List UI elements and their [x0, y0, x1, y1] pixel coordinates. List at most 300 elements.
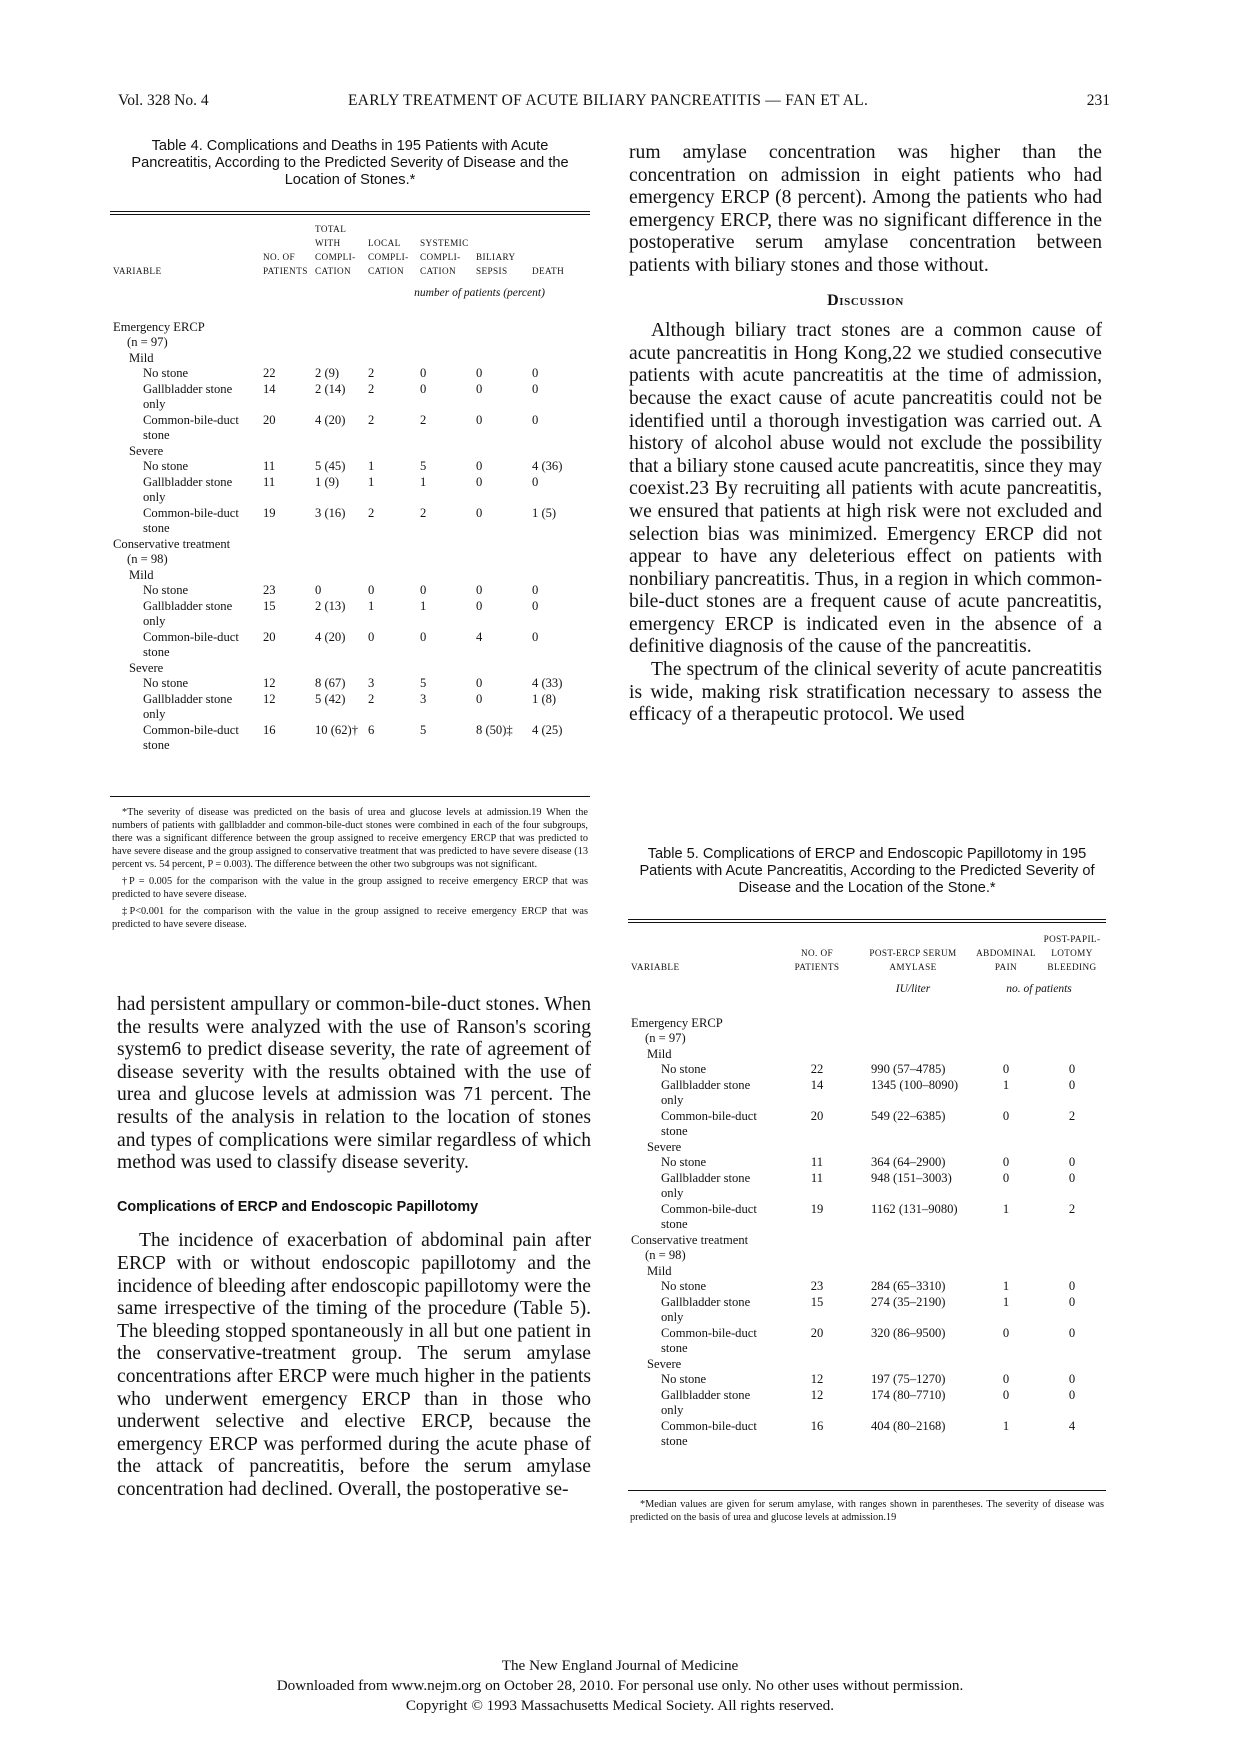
table4-cell: 0 [532, 474, 539, 489]
table5-cell: 0 [1068, 1062, 1076, 1076]
table5-cell [973, 1233, 1039, 1249]
table5-row-label: Conservative treatment [631, 1232, 749, 1247]
download-notice: Downloaded from www.nejm.org on October 28, 2010. For personal use only. No other uses without permission. [276, 1677, 964, 1694]
table4-cell: 6 [368, 722, 375, 737]
table5-row [631, 1326, 1105, 1357]
table5-cell: 12 [810, 1372, 824, 1386]
table5-cell [1039, 1140, 1105, 1156]
table4-cell [368, 661, 420, 677]
table4-cell [476, 320, 532, 336]
table5-cell [1039, 1357, 1105, 1373]
table4-cell [263, 661, 315, 677]
table5-cell: 0 [1068, 1077, 1076, 1092]
table4-row-label: Conservative treatment [113, 536, 231, 551]
table5-cell [973, 1047, 1039, 1063]
table4-row-label: (n = 97) [127, 335, 168, 349]
table5-row [631, 1031, 1105, 1047]
table4-row [113, 552, 591, 568]
table5-cell: 15 [810, 1294, 824, 1309]
table4-cell: 0 [420, 583, 427, 597]
table4-cell [315, 351, 368, 367]
table4-row [113, 382, 591, 413]
table5-row-label: Gallbladder stone only [661, 1294, 751, 1324]
table5-row [631, 1419, 1105, 1450]
table5-cell: 0 [1068, 1387, 1076, 1402]
table5-row-label: Mild [647, 1263, 672, 1278]
table5-cell: 0 [1068, 1279, 1076, 1293]
table5-cell: 274 (35–2190) [871, 1294, 946, 1309]
table5-cell: 1162 (131–9080) [871, 1201, 958, 1216]
table4-cell [476, 537, 532, 553]
table5-caption: Table 5. Complications of ERCP and Endoscopic Papillotomy in 195 Patients with Acute Pancreatitis, According to the Predicted Severity of Disease and the Location of the Stone.* [639, 846, 1095, 896]
table4-col-header: SYSTEMIC COMPLI-CATION [420, 238, 469, 276]
table4-row [113, 475, 591, 506]
table4-footnotes [112, 806, 588, 935]
table4-cell: 2 (14) [315, 381, 346, 396]
table4-cell: 2 (13) [315, 598, 346, 613]
table4-cell [315, 552, 368, 568]
right-column-text [629, 142, 1102, 727]
running-header [118, 92, 1110, 116]
table5-cell: 1 [1002, 1294, 1010, 1309]
table5-cell: 320 (86–9500) [871, 1325, 946, 1340]
table4-footnote: *The severity of disease was predicted on the basis of urea and glucose levels at admission.19 When the numbers of patients with gallbladder and common-bile-duct stones were combined in each of the four subgroups, there was a significant difference between the group assigned to receive emergency ERCP that was predicted to have severe disease and the group assigned to conservative treatment that was predicted to have severe disease (13 percent vs. 54 percent, P = 0.003). The difference between the other two subgroups was not significant. [112, 807, 588, 870]
table4-cell: 8 (50)‡ [476, 722, 513, 737]
table5-cell: 990 (57–4785) [871, 1062, 946, 1076]
table5-col-header: NO. OF PATIENTS [794, 948, 840, 972]
table4-cell: 2 [368, 505, 375, 520]
table4-cell [368, 320, 420, 336]
table4-cell: 15 [263, 598, 276, 613]
table4-cell [532, 320, 591, 336]
table5-cell: 23 [810, 1279, 824, 1293]
table5-row-label: Gallbladder stone only [661, 1077, 751, 1107]
table4-row [113, 661, 591, 677]
table4-cell [315, 537, 368, 553]
table4-col-header: VARIABLE [113, 266, 162, 276]
table4-row-label: (n = 98) [127, 552, 168, 566]
table5-cell: 2 [1068, 1108, 1076, 1123]
table4-cell: 1 [368, 598, 375, 613]
table5-cell [781, 1233, 853, 1249]
table5-cell [1039, 1047, 1105, 1063]
table4-cell: 1 [420, 598, 427, 613]
table5-cell: 0 [1002, 1325, 1010, 1340]
volume-info: Vol. 328 No. 4 [118, 92, 209, 109]
table4-row-label: No stone [143, 366, 189, 380]
table4-cell [476, 351, 532, 367]
table5-row [631, 1047, 1105, 1063]
table4-cell: 1 [368, 459, 375, 473]
table4-cell: 22 [263, 366, 276, 380]
table4-cell [532, 444, 591, 460]
table4-cell: 0 [532, 366, 539, 380]
table4-row-label: Common-bile-duct stone [143, 505, 239, 535]
table4-cell: 4 (36) [532, 459, 563, 473]
table4-cell: 5 [420, 722, 427, 737]
table4-cell: 0 [532, 629, 539, 644]
table4-cell [368, 335, 420, 351]
table5-row [631, 1248, 1105, 1264]
table5-row [631, 1279, 1105, 1295]
table4-row-label: Mild [129, 350, 154, 365]
table5-row-label: (n = 98) [645, 1248, 686, 1262]
table5-footnote: *Median values are given for serum amylase, with ranges shown in parentheses. The severity of disease was predicted on the basis of urea and glucose levels at admission.19 [630, 1499, 1104, 1523]
table4-cell [368, 568, 420, 584]
table4-row [113, 351, 591, 367]
table5-cell [781, 1016, 853, 1032]
table4-cell: 0 [476, 459, 483, 473]
body-paragraph: rum amylase concentration was higher than the concentration on admission in eight patients who had emergency ERCP (8 percent). Among the patients who had emergency ERCP, there was no significant difference in the postoperative serum amylase concentration between patients with biliary stones and those without. [629, 142, 1102, 276]
table4-col-header: NO. OF PATIENTS [263, 252, 308, 276]
table5-cell [853, 1248, 973, 1264]
table5-cell [781, 1248, 853, 1264]
table5-cell [1039, 1248, 1105, 1264]
table5-cell: 0 [1002, 1155, 1010, 1169]
table4-cell [315, 568, 368, 584]
table4-cell [532, 552, 591, 568]
table4-cell [315, 444, 368, 460]
table4-cell: 5 (42) [315, 691, 346, 706]
table4-cell: 14 [263, 381, 276, 396]
table4-cell: 1 [368, 474, 375, 489]
table4-footnote: ‡P<0.001 for the comparison with the value in the group assigned to receive emergency ERCP that was predicted to have severe disease. [112, 906, 588, 930]
table5-cell [1039, 1264, 1105, 1280]
table4-cell [476, 552, 532, 568]
table4-cell [476, 444, 532, 460]
table4-cell: 4 (20) [315, 629, 346, 644]
table5-units-amylase: IU/liter [895, 983, 931, 995]
copyright-notice: Copyright © 1993 Massachusetts Medical Society. All rights reserved. [405, 1697, 835, 1714]
table4-cell: 10 (62)† [315, 722, 359, 737]
table4-cell [420, 537, 476, 553]
table5-row [631, 1062, 1105, 1078]
body-paragraph: The spectrum of the clinical severity of acute pancreatitis is wide, making risk stratification necessary to assess the efficacy of a therapeutic protocol. We used [629, 659, 1102, 726]
table5-row-label: No stone [661, 1372, 707, 1386]
table4-cell: 5 [420, 459, 427, 473]
table5-row [631, 1155, 1105, 1171]
table5-row [631, 1171, 1105, 1202]
table5-row [631, 1140, 1105, 1156]
table4-cell: 12 [263, 691, 276, 706]
table5-row-label: Common-bile-duct stone [661, 1418, 757, 1448]
table5-cell: 174 (80–7710) [871, 1387, 946, 1402]
table5-cell [853, 1264, 973, 1280]
table5-cell [1039, 1016, 1105, 1032]
table5 [631, 932, 1105, 1450]
table5-cell: 284 (65–3310) [871, 1279, 946, 1293]
table4-cell: 0 [420, 366, 427, 380]
table4-cell: 1 (9) [315, 474, 340, 489]
table5-cell: 19 [810, 1201, 824, 1216]
table4-units: number of patients (percent) [414, 287, 545, 299]
table4-cell: 2 (9) [315, 366, 340, 380]
table5-row [631, 1016, 1105, 1032]
table5-cell [853, 1357, 973, 1373]
table5-col-header: VARIABLE [631, 962, 680, 972]
table4-caption: Table 4. Complications and Deaths in 195 Patients with Acute Pancreatitis, According to the Predicted Severity of Disease and the Location of Stones.* [131, 138, 569, 188]
table4-footnote: †P = 0.005 for the comparison with the value in the group assigned to receive emergency ERCP that was predicted to have severe disease. [112, 876, 588, 900]
table4-cell [263, 568, 315, 584]
table5-cell [853, 1031, 973, 1047]
table4-cell: 0 [476, 366, 483, 380]
running-title: EARLY TREATMENT OF ACUTE BILIARY PANCREATITIS — FAN ET AL. [348, 92, 869, 109]
table5-cell: 2 [1068, 1201, 1076, 1216]
table4-cell [368, 351, 420, 367]
table5-cell: 11 [810, 1155, 824, 1169]
table4-row-label: Common-bile-duct stone [143, 629, 239, 659]
table4-cell: 16 [263, 722, 276, 737]
table4-row [113, 320, 591, 336]
table5-col-header: POST-PAPIL-LOTOMY BLEEDING [1043, 934, 1101, 972]
table4-cell [420, 335, 476, 351]
table5-row-label: Gallbladder stone only [661, 1170, 751, 1200]
table4-cell: 19 [263, 505, 276, 520]
table4-cell [476, 568, 532, 584]
table4-row-label: Common-bile-duct stone [143, 412, 239, 442]
table4-cell [263, 537, 315, 553]
table4-row [113, 335, 591, 351]
table5-row [631, 1264, 1105, 1280]
table4-cell: 3 (16) [315, 505, 346, 520]
table4-row-label: Emergency ERCP [113, 319, 205, 334]
table4-col-header: DEATH [532, 266, 565, 276]
table5-row-label: Emergency ERCP [631, 1015, 723, 1030]
table5-cell [973, 1357, 1039, 1373]
table5-cell: 0 [1002, 1062, 1010, 1076]
table4-cell: 0 [532, 412, 539, 427]
table4-row-label: Gallbladder stone only [143, 598, 233, 628]
table4-header-row [113, 222, 591, 278]
table4-cell: 2 [420, 412, 427, 427]
table5-row-label: Severe [647, 1356, 682, 1371]
table5-cell: 0 [1068, 1170, 1076, 1185]
table5-bottom-rule [628, 1490, 1106, 1491]
table5-row [631, 1233, 1105, 1249]
table5-cell: 0 [1002, 1108, 1010, 1123]
table5-cell [973, 1016, 1039, 1032]
table4-cell [420, 320, 476, 336]
body-paragraph: The incidence of exacerbation of abdominal pain after ERCP with or without endoscopic papillotomy and the incidence of bleeding after endoscopic papillotomy were the same irrespective of the timing of the procedure (Table 5). The bleeding stopped spontaneously in all but one patient in the conservative-treatment group. The serum amylase concentrations after ERCP were much higher in the patients who underwent emergency ERCP than in those who underwent selective and elective ERCP, because the emergency ERCP was performed during the acute phase of the attack of pancreatitis, before the serum amylase concentration had declined. Overall, the postoperative se- [117, 1230, 591, 1500]
table4-cell [315, 661, 368, 677]
table4-cell [263, 320, 315, 336]
table5-row [631, 1388, 1105, 1419]
table4-row-label: No stone [143, 583, 189, 597]
discussion-heading: Discussion [827, 291, 904, 309]
table5-cell [1039, 1031, 1105, 1047]
table4-cell: 0 [476, 381, 483, 396]
body-paragraph: Although biliary tract stones are a common cause of acute pancreatitis in Hong Kong,22 we studied consecutive patients with acute pancreatitis at the time of admission, because the exact cause of acute pancreatitis could not be identified until a thorough investigation was carried out. A history of alcohol abuse would not exclude the possibility that a biliary stone caused acute pancreatitis, since they may coexist.23 By recruiting all patients with acute pancreatitis, we ensured that patients at high risk were not excluded and selection bias was minimized. Emergency ERCP did not appear to have any deleterious effect on patients with nonbiliary pancreatitis. Thus, in a region in which common-bile-duct stones are a frequent cause of acute pancreatitis, emergency ERCP is indicated even in the absence of a definitive diagnosis of the cause of the pancreatitis. [629, 320, 1102, 658]
table5-cell: 0 [1068, 1372, 1076, 1386]
table5-cell [781, 1047, 853, 1063]
table5-cell: 0 [1002, 1372, 1010, 1386]
table4-row [113, 723, 591, 754]
table4-cell: 3 [368, 676, 375, 690]
table4-cell: 0 [420, 381, 427, 396]
table5-row-label: Mild [647, 1046, 672, 1061]
table4-cell: 0 [476, 691, 483, 706]
table5-row [631, 1372, 1105, 1388]
table5-cell [781, 1357, 853, 1373]
table5-cell [1039, 1233, 1105, 1249]
table4-cell: 8 (67) [315, 676, 346, 690]
table5-cell: 22 [810, 1062, 824, 1076]
table5-top-rule-2 [628, 922, 1106, 923]
table4-cell [263, 335, 315, 351]
table5-cell: 404 (80–2168) [871, 1418, 946, 1433]
table4-cell: 11 [263, 459, 276, 473]
table4-row-label: Severe [129, 660, 164, 675]
table4-cell: 0 [420, 629, 427, 644]
table5-cell [781, 1264, 853, 1280]
table4-cell [315, 320, 368, 336]
table4-row [113, 692, 591, 723]
table4-cell: 0 [532, 598, 539, 613]
table4-row [113, 568, 591, 584]
table4-row-label: Gallbladder stone only [143, 381, 233, 411]
table5-row-label: (n = 97) [645, 1031, 686, 1045]
table4-cell [420, 661, 476, 677]
section-heading: Complications of ERCP and Endoscopic Papillotomy [117, 1198, 479, 1215]
table4-cell: 4 (25) [532, 722, 563, 737]
table5-cell: 0 [1002, 1387, 1010, 1402]
table5-row-label: Common-bile-duct stone [661, 1108, 757, 1138]
table4-cell [532, 568, 591, 584]
table4-cell: 4 [476, 629, 483, 644]
table4-cell [368, 552, 420, 568]
table4-cell: 20 [263, 412, 276, 427]
table4-cell: 4 (33) [532, 676, 563, 690]
table5-row [631, 1078, 1105, 1109]
table4-row [113, 599, 591, 630]
table4-cell: 0 [315, 583, 322, 597]
table5-cell: 364 (64–2900) [871, 1155, 946, 1169]
table4-cell [315, 335, 368, 351]
table4-row [113, 676, 591, 692]
table4-cell [476, 661, 532, 677]
table5-row-label: No stone [661, 1155, 707, 1169]
table4-cell: 2 [420, 505, 427, 520]
table4-cell [263, 552, 315, 568]
table4-cell: 0 [476, 676, 483, 690]
table5-cell: 0 [1002, 1170, 1010, 1185]
table5-cell: 0 [1068, 1325, 1076, 1340]
table4-cell [532, 537, 591, 553]
table4-row [113, 630, 591, 661]
table4-cell: 11 [263, 474, 276, 489]
page-footer [0, 1656, 1240, 1716]
table5-cell [853, 1016, 973, 1032]
table5-cell [781, 1031, 853, 1047]
table5-cell [973, 1248, 1039, 1264]
table5-row-label: Common-bile-duct stone [661, 1201, 757, 1231]
table5-cell: 1 [1002, 1418, 1010, 1433]
table4-cell [263, 444, 315, 460]
table4-cell: 2 [368, 691, 375, 706]
table4-cell: 0 [368, 583, 375, 597]
table5-cell: 197 (75–1270) [871, 1372, 946, 1386]
table5-col-header: POST-ERCP SERUM AMYLASE [869, 948, 957, 972]
table4-cell: 12 [263, 676, 276, 690]
table4-row-label: Mild [129, 567, 154, 582]
table4-cell [368, 537, 420, 553]
table4-cell [420, 552, 476, 568]
table5-top-rule [628, 919, 1106, 920]
table4-row-label: Common-bile-duct stone [143, 722, 239, 752]
table5-units-counts: no. of patients [1006, 983, 1072, 995]
table4-row [113, 444, 591, 460]
table4-row [113, 506, 591, 537]
table5-cell: 948 (151–3003) [871, 1170, 952, 1185]
table5-row-label: Common-bile-duct stone [661, 1325, 757, 1355]
table5-cell [853, 1047, 973, 1063]
table5-cell: 549 (22–6385) [871, 1108, 946, 1123]
table4-row [113, 459, 591, 475]
table4-cell [532, 351, 591, 367]
table4-cell [420, 351, 476, 367]
table5-cell: 4 [1068, 1418, 1076, 1433]
table4-cell: 0 [476, 474, 483, 489]
table5-cell: 1 [1002, 1077, 1010, 1092]
table5-row [631, 1357, 1105, 1373]
table4-top-rule [110, 211, 590, 212]
table4-cell: 4 (20) [315, 412, 346, 427]
table5-cell: 12 [810, 1387, 824, 1402]
table5-row-label: Gallbladder stone only [661, 1387, 751, 1417]
table4-row [113, 583, 591, 599]
table4-cell: 0 [476, 583, 483, 597]
table5-cell: 16 [810, 1418, 824, 1433]
page-number: 231 [1086, 92, 1110, 109]
table5-row-label: No stone [661, 1279, 707, 1293]
table5-row [631, 1109, 1105, 1140]
table4-row-label: Gallbladder stone only [143, 474, 233, 504]
table4-col-header: BILIARY SEPSIS [476, 252, 516, 276]
table4-cell: 5 [420, 676, 427, 690]
table4-cell: 3 [420, 691, 427, 706]
table5-cell: 14 [810, 1077, 824, 1092]
table4-cell [420, 444, 476, 460]
journal-name: The New England Journal of Medicine [501, 1657, 739, 1674]
table4-cell [420, 568, 476, 584]
table4-cell: 2 [368, 366, 375, 380]
table5-cell: 1 [1002, 1279, 1010, 1293]
table5-cell: 20 [810, 1108, 824, 1123]
table4-cell: 1 [420, 474, 427, 489]
table5-cell: 11 [810, 1170, 824, 1185]
table4-cell: 0 [476, 412, 483, 427]
table4-cell: 23 [263, 583, 276, 597]
table5-row-label: Severe [647, 1139, 682, 1154]
table4-cell: 20 [263, 629, 276, 644]
table4-cell: 0 [476, 598, 483, 613]
table4-row-label: No stone [143, 459, 189, 473]
table4-row-label: No stone [143, 676, 189, 690]
table4-cell: 0 [476, 505, 483, 520]
table4-row [113, 537, 591, 553]
table5-cell [853, 1140, 973, 1156]
table5-row [631, 1202, 1105, 1233]
body-paragraph: had persistent ampullary or common-bile-duct stones. When the results were analyzed with the use of Ranson's scoring system6 to predict disease severity, the rate of agreement of disease severity with the results obtained with the use of urea and glucose levels at admission was 71 percent. The results of the analysis in relation to the location of stones and types of complications were similar regardless of which method was used to classify disease severity. [117, 994, 591, 1174]
table5-footnotes [630, 1498, 1104, 1528]
table4-row [113, 366, 591, 382]
table5-cell: 1 [1002, 1201, 1010, 1216]
table4-cell: 2 [368, 381, 375, 396]
table4-cell [476, 335, 532, 351]
table4-cell [532, 335, 591, 351]
table4-row-label: Severe [129, 443, 164, 458]
table4-cell: 5 (45) [315, 459, 346, 473]
